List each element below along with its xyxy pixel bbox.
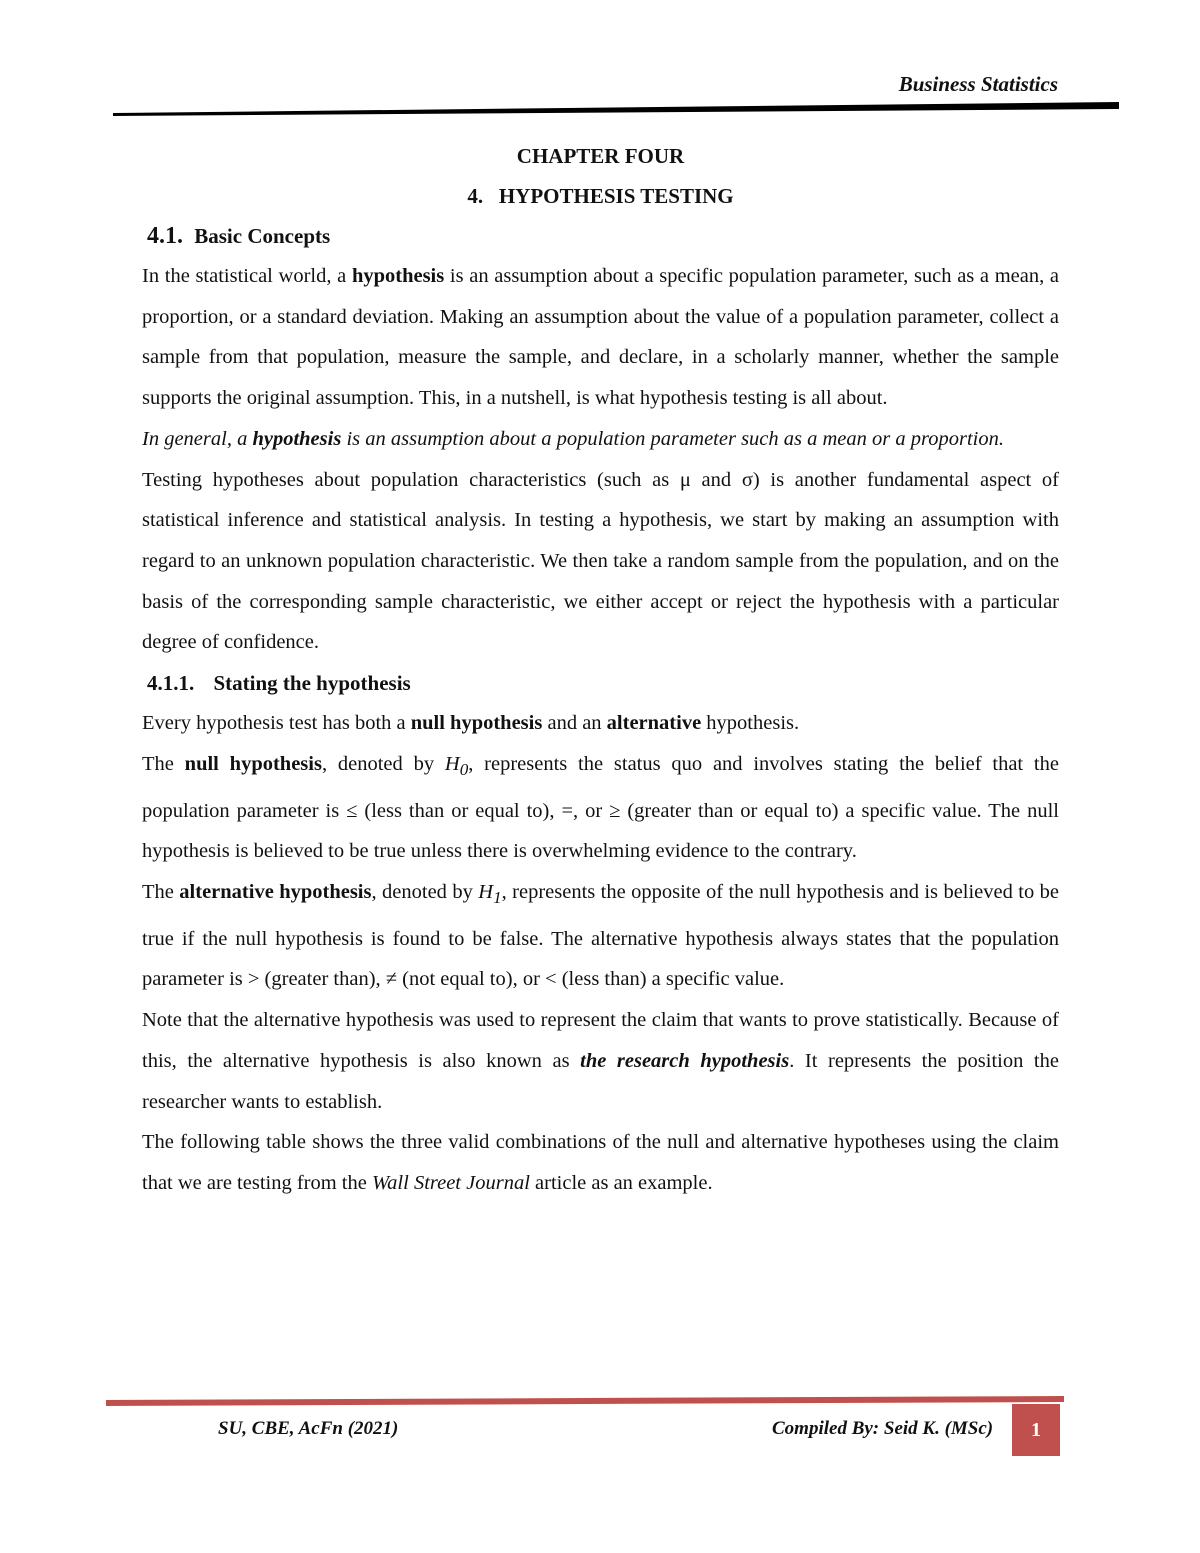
symbol-h0: $H_0$ [444, 752, 469, 779]
page-number: 1 [1012, 1404, 1060, 1456]
running-header-title: Business Statistics [898, 72, 1058, 96]
footer-rule [106, 1396, 1064, 1406]
term-hypothesis: hypothesis [351, 265, 445, 287]
term-alternative: alternative [606, 712, 702, 735]
term-null-hypothesis: null hypothesis [410, 712, 543, 735]
term-hypothesis-italic: hypothesis [252, 427, 342, 450]
paragraph-null-hypothesis: The null hypothesis, denoted by $H_0$, represents the status quo and involves stating the belief that the population parameter is ≤ (less than or equal to), =, or ≥ (greater than or equal to) a specific value. The null hypothesis is believed to be true unless there is overwhelming evidence to the contrary. [142, 752, 1059, 863]
paragraph-table-intro: The following table shows the three valid combinations of the null and alternative hypotheses using the claim that we are testing from the Wall Street Journal article as an example. [142, 1131, 1059, 1194]
chapter-label: CHAPTER FOUR [516, 144, 685, 168]
symbol-h1: $H_1$ [478, 880, 502, 908]
header-rule [113, 102, 1119, 116]
chapter-title [142, 176, 1059, 216]
term-research-hypothesis: the research hypothesis [580, 1049, 790, 1072]
page-body [142, 136, 1059, 1204]
paragraph-alternative-hypothesis: The alternative hypothesis, denoted by $H_1$, represents the opposite of the null hypothesis and is believed to be true if the null hypothesis is found to be false. The alternative hypothesis always states that the population parameter is > (greater than), ≠ (not equal to), or < (less than) a specific value. [142, 880, 1060, 991]
paragraph-general-definition: In general, a hypothesis is an assumption about a population parameter such as a mean or a proportion. [142, 427, 1004, 450]
subsection-title: Stating the hypothesis [213, 671, 411, 696]
term-wall-street-journal: Wall Street Journal [371, 1171, 530, 1194]
section-number: 4.1. [147, 223, 183, 249]
footer-author: Compiled By: Seid K. (MSc) [772, 1418, 994, 1439]
chapter-subtitle: HYPOTHESIS TESTING [498, 184, 734, 208]
subsection-heading [142, 663, 1059, 703]
paragraph-research-hypothesis: Note that the alternative hypothesis was used to represent the claim that wants to prove statistically. Because of this, the alternative hypothesis is also known as the research hypothesis. It represents the position the researcher wants to establish. [142, 1009, 1059, 1113]
footer-institution: SU, CBE, AcFn (2021) [218, 1418, 399, 1439]
term-null-hypothesis-def: null hypothesis [184, 752, 322, 775]
chapter-number: 4. [467, 184, 484, 208]
paragraph-testing-hypotheses: Testing hypotheses about population characteristics (such as μ and σ) is another fundamental aspect of statistical inference and statistical analysis. In testing a hypothesis, we start by making an assumption with regard to an unknown population characteristic. We then take a random sample from the population, and on the basis of the corresponding sample characteristic, we either accept or reject the hypothesis with a particular degree of confidence. [142, 468, 1059, 654]
section-title: Basic Concepts [194, 224, 331, 248]
paragraph-hypothesis-definition: In the statistical world, a hypothesis is an assumption about a specific population parameter, such as a mean, a proportion, or a standard deviation. Making an assumption about the value of a population parameter, collect a sample from that population, measure the sample, and declare, in a scholarly manner, whether the sample supports the original assumption. This, in a nutshell, is what hypothesis testing is all about. [142, 265, 1059, 410]
paragraph-null-and-alternative: Every hypothesis test has both a null hypothesis and an alternative hypothesis. [142, 712, 800, 735]
term-alternative-hypothesis: alternative hypothesis [179, 880, 372, 903]
subsection-number: 4.1.1. [147, 671, 195, 696]
section-heading [142, 216, 1059, 256]
